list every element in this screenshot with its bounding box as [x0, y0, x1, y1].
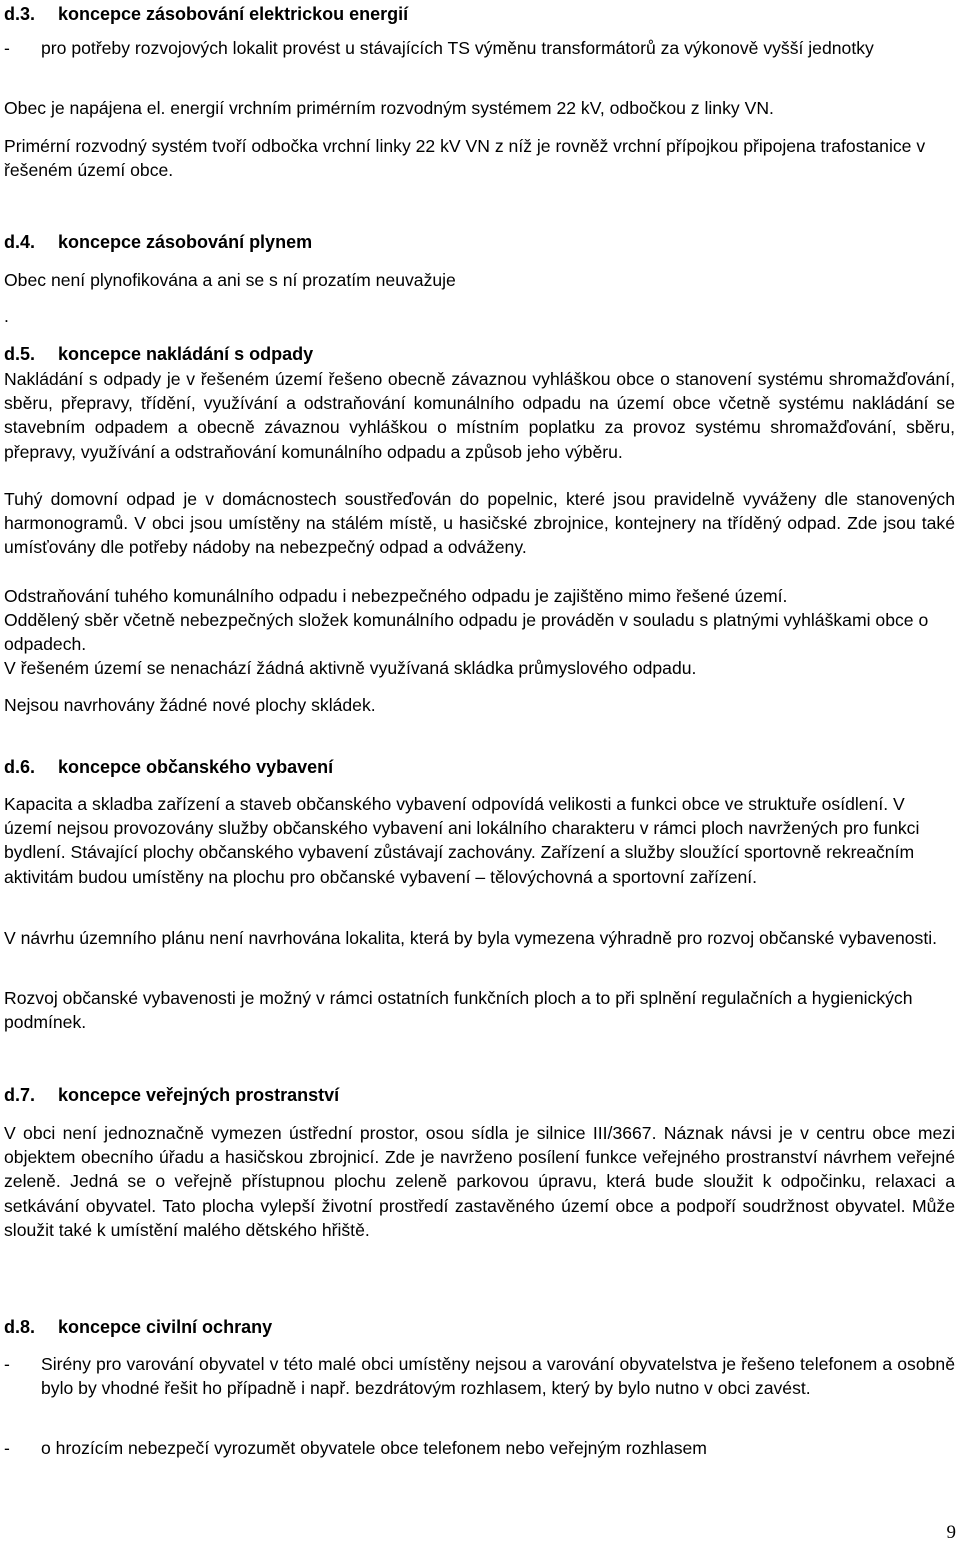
- bullet-item: [4, 1352, 955, 1400]
- paragraph: Primérní rozvodný systém tvoří odbočka vrchní linky 22 kV VN z níž je rovněž vrchní přípojkou připojena trafostanice v řešeném území obce.: [4, 136, 926, 181]
- stray-dot: .: [4, 306, 9, 326]
- paragraph: Nakládání s odpady je v řešeném území řešeno obecně závaznou vyhláškou obce o stanovení systému shromažďování, sběru, přepravy, třídění, využívání a odstraňování komunálního odpadu na území obce včetně systému nakládání se stavebním odpadem a obecně závaznou vyhláškou o místním poplatku za provoz systému shromažďování, sběru, přepravy, využívání a odstraňování komunálního odpadu a způsob jeho výběru.: [4, 369, 955, 462]
- bullet-text: Sirény pro varování obyvatel v této malé obci umístěny nejsou a varování obyvatelstva je řešeno telefonem a osobně bylo by vhodné řešit ho případně i např. bezdrátovým rozhlasem, který by bylo nutno v obci zavést.: [41, 1354, 955, 1399]
- section-title: koncepce zásobování elektrickou energií: [58, 4, 409, 24]
- bullet-item: [4, 1436, 955, 1460]
- section-heading-d6: [4, 756, 333, 778]
- section-title: koncepce veřejných prostranství: [58, 1085, 340, 1105]
- paragraph: Kapacita a skladba zařízení a staveb občanského vybavení odpovídá velikosti a funkci obce ve struktuře osídlení. V území nejsou provozovány služby občanského vybavení ani lokálního charakteru v rámci ploch navržených pro funkci bydlení. Stávající plochy občanského vybavení zůstávají zachovány. Zařízení a služby sloužící sportovně rekreačním aktivitám budou umístěny na plochu pro občanské vybavení – tělovýchovná a sportovní zařízení.: [4, 794, 920, 887]
- paragraph: Odstraňování tuhého komunálního odpadu i nebezpečného odpadu je zajištěno mimo řešené území.: [4, 586, 788, 606]
- bullet-marker: -: [4, 38, 10, 58]
- paragraph: Tuhý domovní odpad je v domácnostech soustřeďován do popelnic, které jsou pravidelně vyváženy dle stanovených harmonogramů. V obci jsou umístěny na stálém místě, u hasičské zbrojnice, kontejnery na tříděný odpad. Zde jsou také umísťovány dle potřeby nádoby na nebezpečný odpad a odváženy.: [4, 489, 955, 558]
- bullet-marker: -: [4, 1354, 10, 1374]
- section-title: koncepce nakládání s odpady: [58, 344, 314, 364]
- paragraph: Oddělený sběr včetně nebezpečných složek komunálního odpadu je prováděn v souladu s platnými vyhláškami obce o odpadech.: [4, 610, 929, 655]
- section-title: koncepce civilní ochrany: [58, 1317, 273, 1337]
- section-number: d.5.: [4, 344, 36, 364]
- section-heading-d4: [4, 231, 312, 253]
- page-number: 9: [946, 1522, 956, 1543]
- paragraph: V obci není jednoznačně vymezen ústřední prostor, osou sídla je silnice III/3667. Náznak návsi je v centru obce mezi objektem obecního úřadu a hasičskou zbrojnicí. Zde je navrženo posílení funkce veřejného prostranství návrhem veřejné zeleně. Jedná se o veřejně přístupnou plochu zeleně parkovou úpravu, která bude sloužit k odpočinku, relaxaci a setkávání obyvatel. Tato plocha vylepší životní prostředí zastavěného území obce a podpoří soudržnost obyvatel. Může sloužit také k umístění malého dětského hřiště.: [4, 1123, 955, 1240]
- section-number: d.7.: [4, 1085, 36, 1105]
- paragraph: Rozvoj občanské vybavenosti je možný v rámci ostatních funkčních ploch a to při splnění regulačních a hygienických podmínek.: [4, 988, 913, 1033]
- section-heading-d5: [4, 343, 313, 365]
- paragraph: V řešeném území se nenachází žádná aktivně využívaná skládka průmyslového odpadu.: [4, 658, 697, 678]
- section-title: koncepce zásobování plynem: [58, 232, 313, 252]
- section-heading-d8: [4, 1316, 272, 1338]
- paragraph: Nejsou navrhovány žádné nové plochy skládek.: [4, 695, 376, 715]
- section-number: d.6.: [4, 757, 36, 777]
- section-number: d.8.: [4, 1317, 36, 1337]
- section-heading-d3: [4, 3, 408, 25]
- bullet-marker: -: [4, 1438, 10, 1458]
- paragraph: Obec není plynofikována a ani se s ní prozatím neuvažuje: [4, 270, 456, 290]
- section-heading-d7: [4, 1084, 339, 1106]
- section-number: d.4.: [4, 232, 36, 252]
- section-title: koncepce občanského vybavení: [58, 757, 334, 777]
- bullet-item: [4, 36, 955, 60]
- section-number: d.3.: [4, 4, 36, 24]
- bullet-text: o hrozícím nebezpečí vyrozumět obyvatele obce telefonem nebo veřejným rozhlasem: [41, 1438, 707, 1458]
- bullet-text: pro potřeby rozvojových lokalit provést u stávajících TS výměnu transformátorů za výkonově vyšší jednotky: [41, 38, 874, 58]
- paragraph: Obec je napájena el. energií vrchním primérním rozvodným systémem 22 kV, odbočkou z linky VN.: [4, 98, 774, 118]
- paragraph: V návrhu územního plánu není navrhována lokalita, která by byla vymezena výhradně pro rozvoj občanské vybavenosti.: [4, 928, 938, 948]
